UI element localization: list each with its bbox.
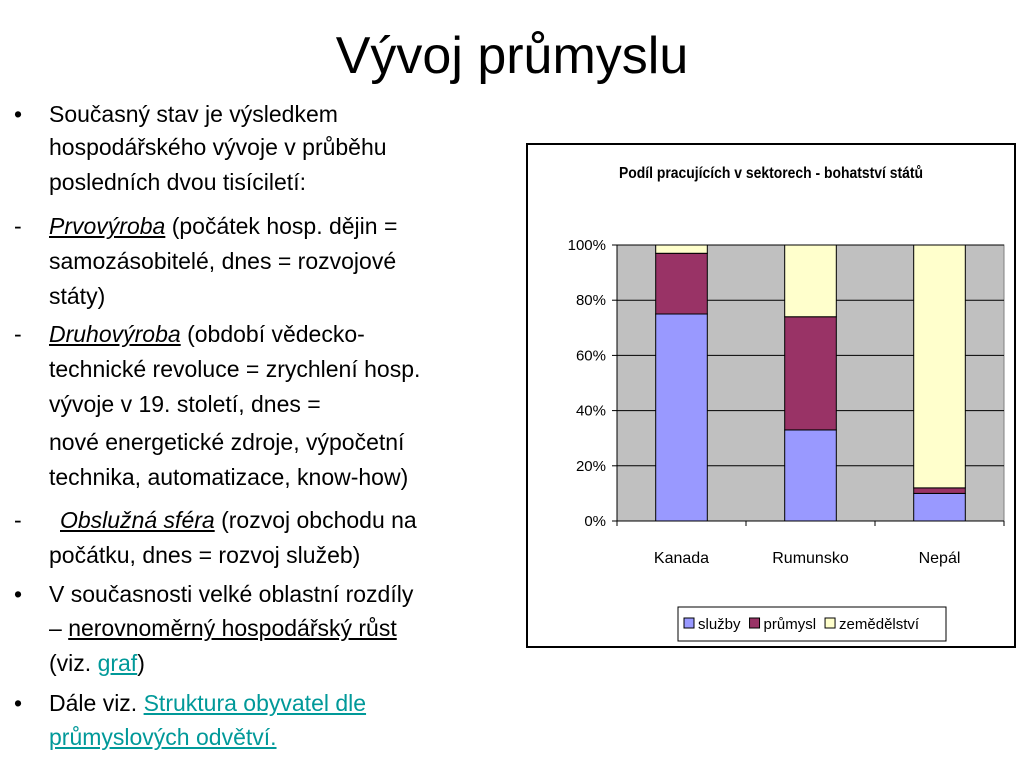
legend-swatch-průmysl xyxy=(750,618,760,628)
bullet2-line3 xyxy=(49,649,145,678)
bar-zemědělství-Rumunsko xyxy=(785,245,837,317)
bullet3-prefix: Dále viz. xyxy=(49,690,144,716)
tertiary-line2: počátku, dnes = rozvoj služeb) xyxy=(49,542,361,568)
legend-swatch-zemědělství xyxy=(825,618,835,628)
bullet2-suffix: ) xyxy=(137,650,145,676)
bullet2-prefix: (viz. xyxy=(49,650,98,676)
secondary-rest: (období vědecko- xyxy=(180,321,365,347)
chart-title: Podíl pracujících v sektorech - bohatství států xyxy=(618,165,923,182)
secondary-line3: vývoje v 19. století, dnes = xyxy=(49,391,321,417)
secondary-line1 xyxy=(49,320,365,349)
bar-zemědělství-Kanada xyxy=(656,245,708,253)
bar-zemědělství-Nepál xyxy=(914,245,966,488)
growth-phrase: nerovnoměrný hospodářský růst xyxy=(68,615,397,641)
legend-label-služby: služby xyxy=(698,616,741,633)
secondary-line5: technika, automatizace, know-how) xyxy=(49,464,409,490)
bar-služby-Rumunsko xyxy=(785,430,837,521)
bar-průmysl-Nepál xyxy=(914,488,966,494)
bullet-marker: • xyxy=(14,581,23,607)
primary-term: Prvovýroba xyxy=(49,213,166,239)
primary-rest: (počátek hosp. dějin = xyxy=(165,213,398,239)
bullet1-line1: Současný stav je výsledkem xyxy=(49,101,338,127)
tertiary-term: Obslužná sféra xyxy=(60,507,215,533)
y-tick-label: 40% xyxy=(575,402,606,420)
structure-link-continued[interactable]: průmyslových odvětví. xyxy=(49,724,277,750)
y-tick-label: 80% xyxy=(575,292,606,310)
y-tick-label: 0% xyxy=(584,513,606,530)
tertiary-line1 xyxy=(60,506,417,535)
x-tick-label: Rumunsko xyxy=(772,550,849,567)
dash-marker: - xyxy=(14,213,22,239)
legend-swatch-služby xyxy=(684,618,694,628)
y-tick-label: 20% xyxy=(575,457,606,475)
x-tick-label: Kanada xyxy=(653,550,710,567)
bullet3-line2 xyxy=(49,723,277,752)
bullet2-line1: V současnosti velké oblastní rozdíly xyxy=(49,581,414,607)
legend-label-průmysl: průmysl xyxy=(763,616,817,633)
stacked-bar-chart xyxy=(528,145,1014,646)
structure-link[interactable]: Struktura obyvatel dle xyxy=(143,690,367,716)
bar-průmysl-Rumunsko xyxy=(785,317,837,430)
secondary-term: Druhovýroba xyxy=(49,321,181,347)
dash-marker: - xyxy=(14,507,22,533)
legend-label-zemědělství: zemědělství xyxy=(839,616,920,633)
primary-line2: samozásobitelé, dnes = rozvojové xyxy=(49,248,397,274)
secondary-line2: technické revoluce = zrychlení hosp. xyxy=(49,356,421,382)
primary-line1 xyxy=(49,212,397,241)
graph-link[interactable]: graf xyxy=(97,650,138,676)
y-tick-label: 100% xyxy=(567,237,606,254)
bar-průmysl-Kanada xyxy=(656,253,708,314)
bullet-marker: • xyxy=(14,101,23,127)
primary-line3: státy) xyxy=(49,283,106,309)
bullet-marker: • xyxy=(14,690,23,716)
chart-frame xyxy=(526,143,1016,648)
bullet1-line3: posledních dvou tisíciletí: xyxy=(49,169,306,195)
y-tick-label: 60% xyxy=(575,347,606,365)
bar-služby-Nepál xyxy=(914,493,966,521)
slide-title: Vývoj průmyslu xyxy=(335,27,689,85)
x-tick-label: Nepál xyxy=(918,550,961,567)
bullet2-dash: – xyxy=(49,615,69,641)
tertiary-rest: (rozvoj obchodu na xyxy=(214,507,417,533)
bullet3-line1 xyxy=(49,689,366,718)
bullet1-line2: hospodářského vývoje v průběhu xyxy=(49,134,387,160)
dash-marker: - xyxy=(14,321,22,347)
secondary-line4: nové energetické zdroje, výpočetní xyxy=(49,429,405,455)
bullet2-line2 xyxy=(49,614,397,643)
bar-služby-Kanada xyxy=(656,314,708,521)
